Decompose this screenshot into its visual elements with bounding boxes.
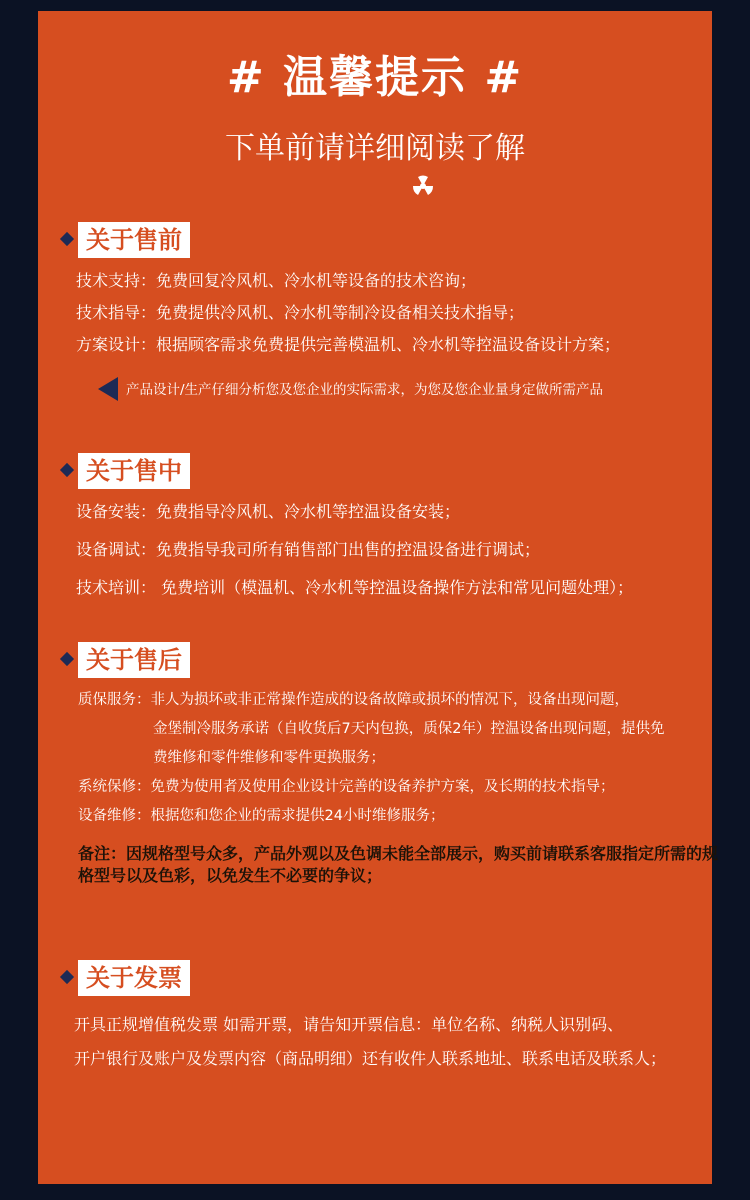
presale-line-1: 技术支持：免费回复冷风机、冷水机等设备的技术咨询；: [76, 271, 477, 290]
aftersale-line-4: 系统保修：免费为使用者及使用企业设计完善的设备养护方案，及长期的技术指导；: [78, 779, 615, 795]
page-title: # 温馨提示 #: [226, 52, 524, 103]
aftersale-heading: 关于售后: [78, 642, 190, 678]
aftersale-line-3: 费维修和零件维修和零件更换服务；: [153, 750, 385, 766]
insale-line-2: 设备调试：免费指导我司所有销售部门出售的控温设备进行调试；: [76, 540, 541, 559]
invoice-line-2: 开户银行及账户及发票内容（商品明细）还有收件人联系地址、联系电话及联系人；: [74, 1049, 667, 1068]
aftersale-line-2: 金堡制冷服务承诺（自收货后7天内包换，质保2年）控温设备出现问题，提供免: [153, 721, 665, 737]
insale-heading: 关于售中: [78, 453, 190, 489]
diamond-icon: [60, 970, 74, 984]
insale-line-3: 技术培训： 免费培训（模温机、冷水机等控温设备操作方法和常见问题处理）；: [76, 578, 634, 597]
aftersale-line-5: 设备维修：根据您和您企业的需求提供24小时维修服务；: [78, 808, 445, 824]
presale-note: 产品设计/生产仔细分析您及您企业的实际需求，为您及您企业量身定做所需产品: [126, 382, 604, 398]
invoice-line-1: 开具正规增值税发票 如需开票，请告知开票信息：单位名称、纳税人识别码、: [74, 1015, 624, 1034]
diamond-icon: [60, 652, 74, 666]
diamond-icon: [60, 463, 74, 477]
diamond-icon: [60, 232, 74, 246]
insale-line-1: 设备安装：免费指导冷风机、冷水机等控温设备安装；: [76, 502, 461, 521]
presale-heading: 关于售前: [78, 222, 190, 258]
notice-panel: [38, 11, 719, 1184]
triangle-left-icon: [98, 377, 118, 401]
presale-line-2: 技术指导：免费提供冷风机、冷水机等制冷设备相关技术指导；: [76, 303, 525, 322]
trefoil-icon: [410, 173, 436, 199]
presale-line-3: 方案设计：根据顾客需求免费提供完善模温机、冷水机等控温设备设计方案；: [76, 335, 621, 354]
page-subtitle: 下单前请详细阅读了解: [225, 131, 525, 166]
invoice-heading: 关于发票: [78, 960, 190, 996]
aftersale-remark: 备注：因规格型号众多，产品外观以及色调未能全部展示，购买前请联系客服指定所需的规格型号以及色彩，以免发生不必要的争议；: [78, 844, 719, 885]
aftersale-line-1: 质保服务：非人为损坏或非正常操作造成的设备故障或损坏的情况下，设备出现问题，: [78, 692, 629, 708]
